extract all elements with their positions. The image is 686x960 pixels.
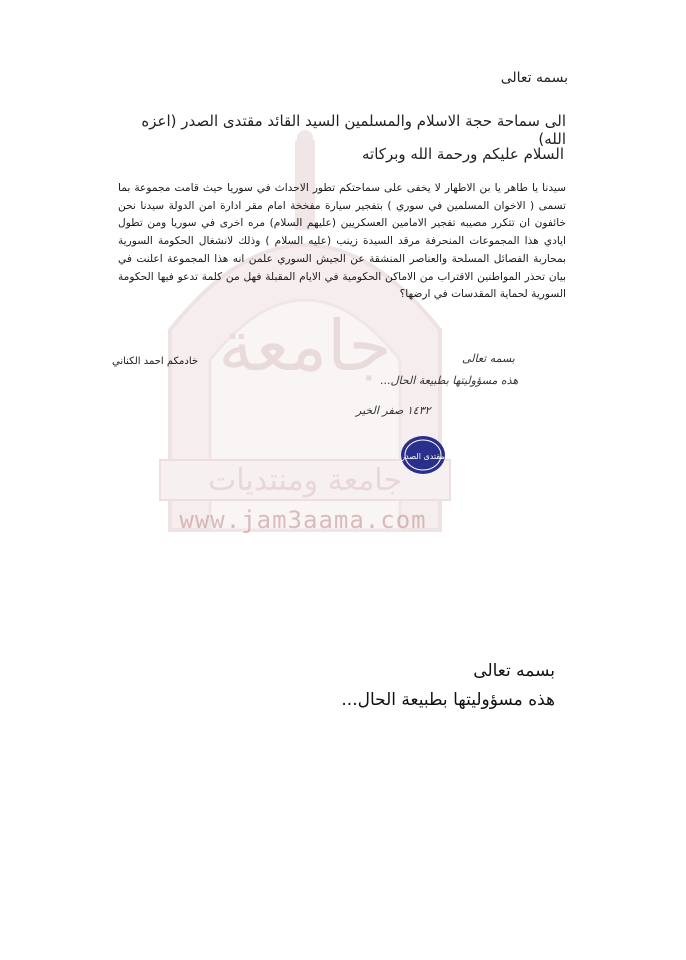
typed-bismihi: بسمه تعالى	[473, 661, 555, 681]
seal-text: مقتدى الصدر	[401, 452, 445, 461]
seal-stamp-icon	[400, 434, 446, 476]
watermark-tagline: جامعة ومنتديات	[208, 463, 402, 498]
watermark-brand: جامعة	[218, 305, 392, 387]
letter-signoff: خادمكم احمد الكناني	[112, 356, 199, 367]
letter-greeting: السلام عليكم ورحمة الله وبركاته	[362, 145, 564, 163]
handwritten-bismihi: بسمه تعالى	[462, 352, 515, 365]
watermark-url: www.jam3aama.com	[179, 506, 427, 534]
letter-bismihi: بسمه تعالى	[500, 70, 568, 86]
typed-reply: هذه مسؤوليتها بطبيعة الحال...	[341, 690, 555, 710]
handwritten-date: ١٤٣٢ صفر الخير	[356, 404, 431, 417]
letter-body: سيدنا يا طاهر يا بن الاطهار لا يخفى على سماحتكم تطور الاحداث في سوريا حيث قامت مجموعة بما تسمى ( الاخوان المسلمين في سوري ) بتفجير سيارة مفخخة امام مقر ادارة امن الدولة سيدنا نحن خائفون ان تتكرر مصيبه تفجير الامامين العسكريين (عليهم السلام) مره اخرى في سوريا ومن تطول ايادي هذا المجموعات المنحرفة مرقد السيدة زينب (عليه السلام ) وذلك لانشغال الحكومة السورية بمحاربة الفصائل المسلحة والعناصر المنشقة عن الجيش السوري علمن انه هذا المجموعة اعلنت في بيان تحذر المواطنين الاقتراب من الاماكن الحكومية في الايام المقبلة فهل من كلمة تدعو فيها الحكومة السورية لحماية المقدسات في ارضها؟	[118, 182, 566, 301]
handwritten-reply: هذه مسؤوليتها بطبيعة الحال...	[380, 374, 519, 387]
letter-addressee: الى سماحة حجة الاسلام والمسلمين السيد القائد مقتدى الصدر (اعزه الله)	[141, 112, 566, 148]
